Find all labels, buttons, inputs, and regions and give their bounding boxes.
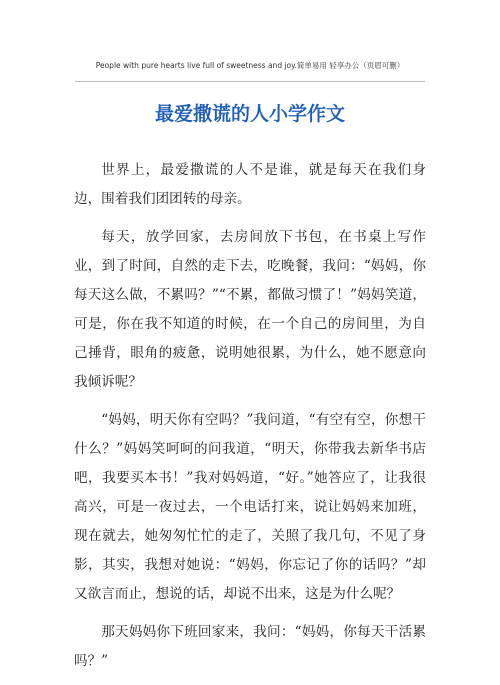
paragraph: “妈妈，明天你有空吗？”我问道，“有空有空，你想干什么？”妈妈笑呵呵的问我道，“明天，你带我去新华书店吧，我要买本书！”我对妈妈道，“好。”她答应了，让我很高兴，可是一夜过去，一个电话打来，说让妈妈来加班，现在就去，她匆匆忙忙的走了，关照了我几句，不见了身影，其实，我想对她说：“妈妈，你忘记了你的话吗？”却又欲言而止，想说的话，却说不出来，这是为什么呢？ bbox=[74, 412, 426, 602]
page-header: People with pure hearts live full of sweetness and joy.简单易用 轻享办公（页眉可删） bbox=[95, 61, 405, 70]
document-title: 最爱撒谎的人小学作文 bbox=[154, 103, 345, 125]
paragraph: 世界上，最爱撒谎的人不是谁，就是每天在我们身边，围着我们团团转的母亲。 bbox=[74, 162, 426, 207]
paragraph: 那天妈妈你下班回家来，我问：“妈妈，你每天干活累吗？” bbox=[74, 624, 426, 669]
document-body bbox=[74, 156, 426, 685]
header-divider bbox=[75, 81, 425, 82]
paragraph: 每天，放学回家，去房间放下书包，在书桌上写作业，到了时间，自然的走下去，吃晚餐，我问：“妈妈，你每天这么做，不累吗？”“不累，都做习惯了！”妈妈笑道，可是，你在我不知道的时候，在一个自己的房间里，为自己捶背，眼角的疲惫，说明她很累，为什么，她不愿意向我倾诉呢？ bbox=[74, 229, 426, 390]
